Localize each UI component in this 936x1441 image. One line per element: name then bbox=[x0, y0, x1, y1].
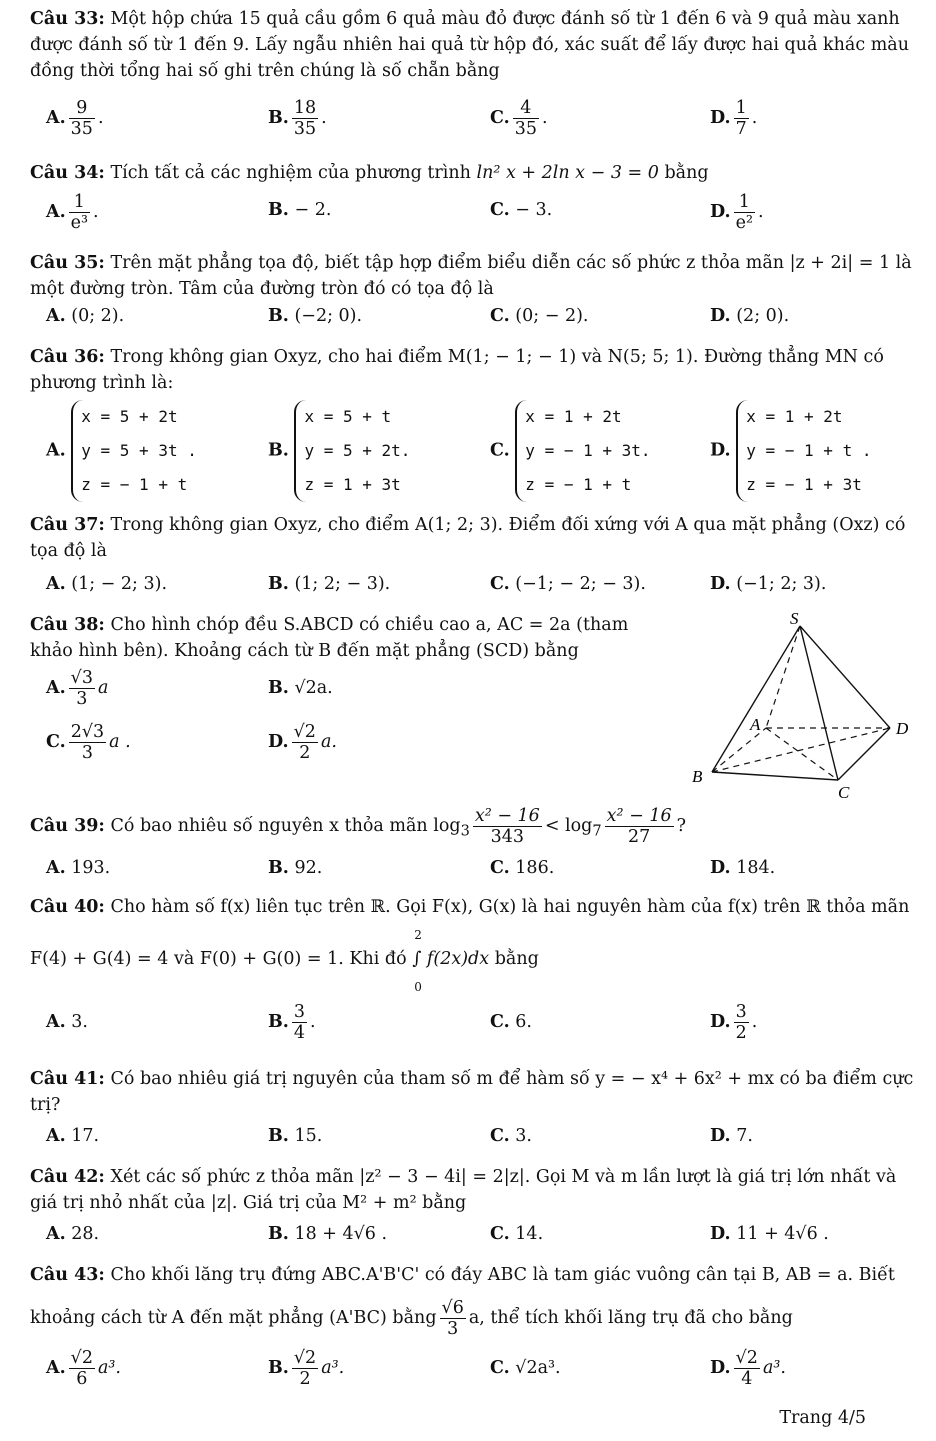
question-40 bbox=[30, 894, 916, 920]
options-36 bbox=[46, 400, 916, 504]
question-text: Trong không gian Oxyz, cho hai điểm M(1; − 1; − 1) và N(5; 5; 1). Đường thẳng MN có phương trình là: bbox=[30, 347, 884, 393]
options-43 bbox=[46, 1348, 916, 1389]
option-d[interactable]: D. 7. bbox=[710, 1126, 753, 1146]
options-34 bbox=[46, 192, 916, 233]
option-b[interactable]: B. $\frac{3}{4}$ . bbox=[268, 1002, 316, 1043]
options-37 bbox=[46, 574, 916, 608]
option-a[interactable]: A. $\frac{9}{35}$ . bbox=[46, 98, 104, 139]
page-number: Trang 4/5 bbox=[779, 1408, 866, 1428]
options-35 bbox=[46, 306, 916, 340]
option-d[interactable]: D. (2; 0). bbox=[710, 306, 790, 326]
question-39: Câu 39: Có bao nhiêu số nguyên x thỏa mãn $\log_3$ $\frac{\text{x² − 16}}{343}$ < $\log_7$ $\frac{\text{x² − 16}}{27}$ ? bbox=[30, 806, 687, 847]
option-c[interactable]: C. √2a³. bbox=[490, 1358, 561, 1378]
option-d[interactable]: D. (−1; 2; 3). bbox=[710, 574, 827, 594]
option-d[interactable]: D. $\frac{1}{7}$ . bbox=[710, 98, 758, 139]
option-a[interactable]: A. $\frac{√2}{6}$ a³. bbox=[46, 1348, 121, 1389]
option-c[interactable]: C. 14. bbox=[490, 1224, 544, 1244]
option-b[interactable]: B. 92. bbox=[268, 858, 323, 878]
question-label: Câu 35: bbox=[30, 253, 105, 273]
option-d[interactable]: D. x = 1 + 2t y = − 1 + t . z = − 1 + 3t bbox=[710, 400, 871, 502]
question-label: Câu 42: bbox=[30, 1167, 105, 1187]
option-b[interactable]: B. (−2; 0). bbox=[268, 306, 363, 326]
question-text: Có bao nhiêu giá trị nguyên của tham số m để hàm số y = − x⁴ + 6x² + mx có ba điểm cực trị? bbox=[30, 1069, 914, 1115]
question-text: Có bao nhiêu số nguyên x thỏa mãn bbox=[110, 816, 428, 836]
option-c[interactable]: C. $\frac{4}{35}$ . bbox=[490, 98, 548, 139]
option-d[interactable]: D. $\frac{√2}{2}$ a. bbox=[268, 722, 337, 763]
options-38a bbox=[46, 668, 636, 709]
question-text: Tích tất cả các nghiệm của phương trình bbox=[110, 163, 471, 183]
option-a[interactable]: A. x = 5 + 2t y = 5 + 3t . z = − 1 + t bbox=[46, 400, 197, 502]
option-a[interactable]: A. 17. bbox=[46, 1126, 100, 1146]
vertex-d: D bbox=[896, 719, 909, 738]
question-text: Trong không gian Oxyz, cho điểm A(1; 2; 3). Điểm đối xứng với A qua mặt phẳng (Oxz) có tọa độ là bbox=[30, 515, 906, 561]
question-text: Một hộp chứa 15 quả cầu gồm 6 quả màu đỏ được đánh số từ 1 đến 6 và 9 quả màu xanh được đánh số từ 1 đến 9. Lấy ngẫu nhiên hai quả từ hộp đó, xác suất để lấy được hai quả khác màu đồng thời tổng hai số ghi trên chúng là số chẵn bằng bbox=[30, 9, 909, 81]
options-38b bbox=[46, 722, 636, 763]
option-a[interactable]: A. $\frac{√3}{3}$ a bbox=[46, 668, 109, 709]
option-b[interactable]: B. 15. bbox=[268, 1126, 323, 1146]
question-33 bbox=[30, 6, 916, 84]
vertex-b: B bbox=[692, 767, 703, 786]
question-text: Xét các số phức z thỏa mãn |z² − 3 − 4i| = 2|z|. Gọi M và m lần lượt là giá trị lớn nhất và giá trị nhỏ nhất của |z|. Giá trị của M² + m² bằng bbox=[30, 1167, 897, 1213]
option-c[interactable]: C. 3. bbox=[490, 1126, 532, 1146]
question-text: Cho hàm số f(x) liên tục trên ℝ. Gọi F(x), G(x) là hai nguyên hàm của f(x) trên ℝ thỏa mãn bbox=[110, 897, 910, 917]
option-c[interactable]: C. 186. bbox=[490, 858, 555, 878]
question-label: Câu 33: bbox=[30, 9, 105, 29]
option-b[interactable]: B. $\frac{√2}{2}$ a³. bbox=[268, 1348, 345, 1389]
option-b[interactable]: B. − 2. bbox=[268, 200, 332, 220]
question-43 bbox=[30, 1262, 916, 1288]
options-33 bbox=[46, 98, 916, 139]
question-label: Câu 40: bbox=[30, 897, 105, 917]
vertex-c: C bbox=[838, 783, 850, 802]
question-label: Câu 34: bbox=[30, 163, 105, 183]
question-text: Cho hình chóp đều S.ABCD có chiều cao a, AC = 2a (tham khảo hình bên). Khoảng cách từ B đến mặt phẳng (SCD) bằng bbox=[30, 615, 629, 661]
option-a[interactable]: A. $\frac{1}{\text{e³}}$ . bbox=[46, 192, 99, 233]
question-text: Trên mặt phẳng tọa độ, biết tập hợp điểm biểu diễn các số phức z thỏa mãn |z + 2i| = 1 là một đường tròn. Tâm của đường tròn đó có tọa độ là bbox=[30, 253, 912, 299]
question-label: Câu 41: bbox=[30, 1069, 105, 1089]
question-37 bbox=[30, 512, 916, 564]
option-d[interactable]: D. $\frac{1}{\text{e²}}$ . bbox=[710, 192, 764, 233]
option-a[interactable]: A. 28. bbox=[46, 1224, 100, 1244]
options-42 bbox=[46, 1224, 916, 1258]
option-c[interactable]: C. − 3. bbox=[490, 200, 553, 220]
option-b[interactable]: B. $\frac{18}{35}$ . bbox=[268, 98, 327, 139]
question-40-line2: F(4) + G(4) = 4 và F(0) + G(0) = 1. Khi đó 2 ∫ f(2x)dx 0 bằng bbox=[30, 928, 539, 994]
pyramid-figure bbox=[690, 612, 920, 802]
option-b[interactable]: B. x = 5 + t y = 5 + 2t. z = 1 + 3t bbox=[268, 400, 410, 502]
question-35 bbox=[30, 250, 916, 302]
option-b[interactable]: B. √2a. bbox=[268, 678, 333, 698]
vertex-s: S bbox=[790, 612, 799, 628]
option-c[interactable]: C. (−1; − 2; − 3). bbox=[490, 574, 646, 594]
question-label: Câu 38: bbox=[30, 615, 105, 635]
option-c[interactable]: C. x = 1 + 2t y = − 1 + 3t. z = − 1 + t bbox=[490, 400, 651, 502]
options-41 bbox=[46, 1126, 916, 1160]
question-label: Câu 37: bbox=[30, 515, 105, 535]
option-a[interactable]: A. (1; − 2; 3). bbox=[46, 574, 168, 594]
option-b[interactable]: B. (1; 2; − 3). bbox=[268, 574, 391, 594]
question-36 bbox=[30, 344, 916, 396]
option-c[interactable]: C. (0; − 2). bbox=[490, 306, 589, 326]
question-42 bbox=[30, 1164, 916, 1216]
option-d[interactable]: D. 11 + 4√6 . bbox=[710, 1224, 829, 1244]
question-label: Câu 39: bbox=[30, 816, 105, 836]
equation: ln² x + 2ln x − 3 = 0 bbox=[476, 163, 659, 183]
options-39 bbox=[46, 858, 916, 892]
question-38 bbox=[30, 612, 666, 664]
question-label: Câu 36: bbox=[30, 347, 105, 367]
option-d[interactable]: D. $\frac{3}{2}$ . bbox=[710, 1002, 758, 1043]
option-d[interactable]: D. 184. bbox=[710, 858, 776, 878]
option-a[interactable]: A. 3. bbox=[46, 1012, 88, 1032]
question-43-line2: khoảng cách từ A đến mặt phẳng (A'BC) bằng $\frac{√6}{3}$ a, thể tích khối lăng trụ đã cho bằng bbox=[30, 1298, 793, 1339]
option-a[interactable]: A. (0; 2). bbox=[46, 306, 125, 326]
option-c[interactable]: C. $\frac{2√3}{3}$ a . bbox=[46, 722, 131, 763]
question-text: Cho khối lăng trụ đứng ABC.A'B'C' có đáy ABC là tam giác vuông cân tại B, AB = a. Biết bbox=[110, 1265, 895, 1285]
question-41 bbox=[30, 1066, 916, 1118]
option-c[interactable]: C. 6. bbox=[490, 1012, 532, 1032]
vertex-a: A bbox=[750, 715, 761, 734]
option-a[interactable]: A. 193. bbox=[46, 858, 111, 878]
options-40 bbox=[46, 1002, 916, 1043]
question-label: Câu 43: bbox=[30, 1265, 105, 1285]
option-d[interactable]: D. $\frac{√2}{4}$ a³. bbox=[710, 1348, 786, 1389]
question-34: Câu 34: Tích tất cả các nghiệm của phương trình ln² x + 2ln x − 3 = 0 bằng bbox=[30, 163, 709, 183]
option-b[interactable]: B. 18 + 4√6 . bbox=[268, 1224, 388, 1244]
